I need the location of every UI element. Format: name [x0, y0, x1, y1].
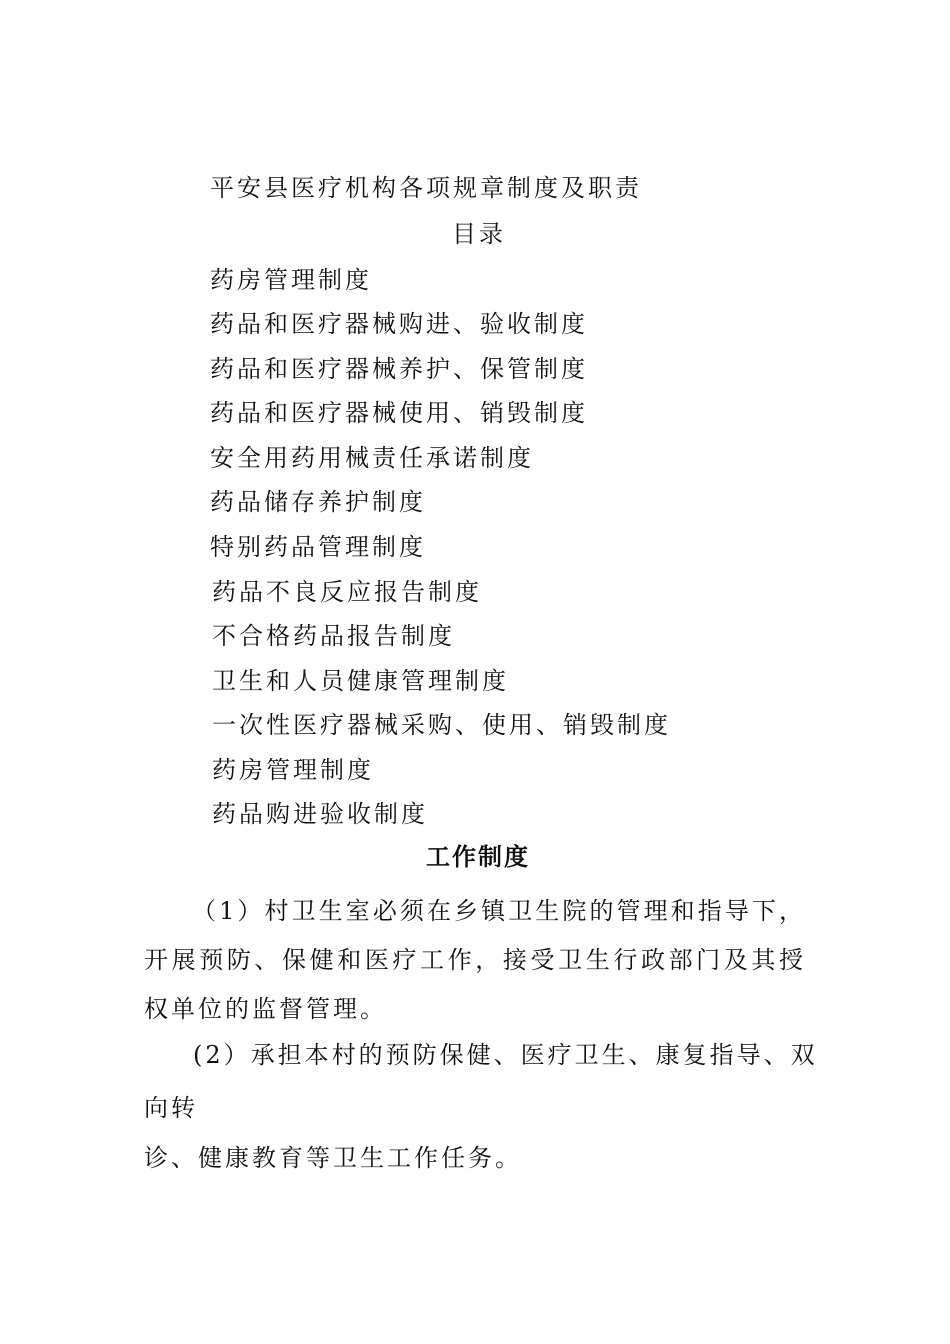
toc-item: 药品和医疗器械养护、保管制度 [210, 355, 588, 383]
paragraph-line: 向转 [144, 1094, 198, 1122]
toc-heading: 目录 [452, 220, 506, 248]
toc-item: 药品储存养护制度 [210, 488, 426, 516]
document-title: 平安县医疗机构各项规章制度及职责 [210, 174, 642, 202]
paragraph: （1）村卫生室必须在乡镇卫生院的管理和指导下，开展预防、保健和医疗工作，接受卫生行政部门及其授权单位的监督管理。 [144, 897, 806, 1023]
toc-item: 一次性医疗器械采购、使用、销毁制度 [212, 711, 671, 739]
toc-item: 药房管理制度 [210, 266, 372, 294]
paragraph-line: (2）承担本村的预防保健、医疗卫生、康复指导、双 [193, 1041, 818, 1069]
toc-item: 不合格药品报告制度 [212, 622, 455, 650]
section-heading: 工作制度 [426, 842, 530, 871]
toc-item: 药房管理制度 [212, 756, 374, 784]
toc-item: 药品购进验收制度 [212, 800, 428, 828]
toc-item: 卫生和人员健康管理制度 [212, 667, 509, 695]
toc-item: 药品不良反应报告制度 [212, 578, 482, 606]
paragraph-line: 诊、健康教育等卫生工作任务。 [144, 1144, 522, 1172]
toc-item: 安全用药用械责任承诺制度 [210, 444, 534, 472]
toc-item: 特别药品管理制度 [210, 533, 426, 561]
toc-item: 药品和医疗器械购进、验收制度 [210, 310, 588, 338]
toc-item: 药品和医疗器械使用、销毁制度 [210, 399, 588, 427]
